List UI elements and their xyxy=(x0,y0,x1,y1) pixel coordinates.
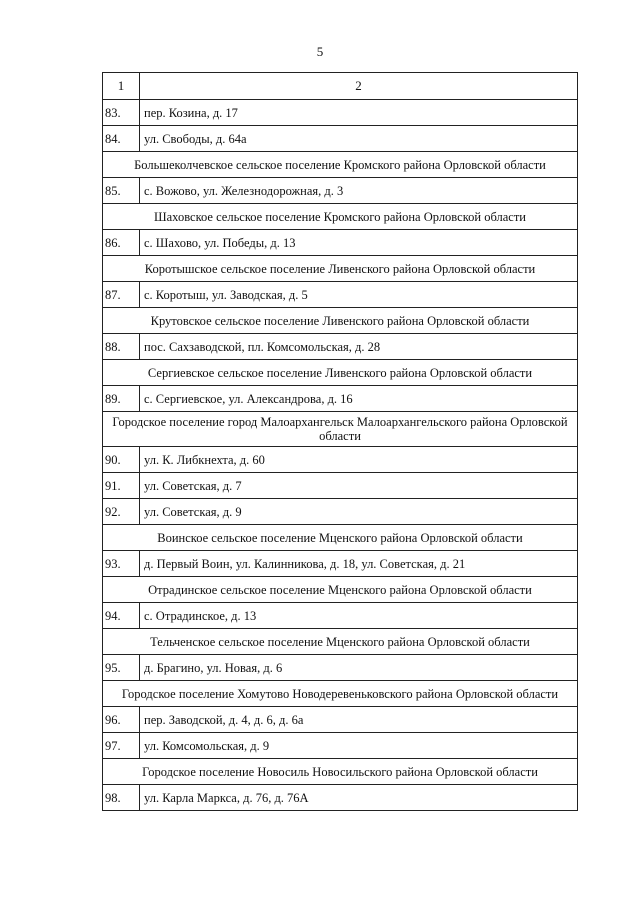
section-header-row xyxy=(103,152,578,178)
section-header-row xyxy=(103,412,578,447)
row-number: 87. xyxy=(103,282,140,308)
row-number: 85. xyxy=(103,178,140,204)
address-table xyxy=(102,72,578,811)
table-row xyxy=(103,282,578,308)
row-number: 98. xyxy=(103,785,140,811)
row-address: пос. Сахзаводской, пл. Комсомольская, д. 28 xyxy=(140,334,578,360)
section-header-row xyxy=(103,759,578,785)
section-header-row xyxy=(103,525,578,551)
table-row xyxy=(103,230,578,256)
table-row xyxy=(103,551,578,577)
row-number: 90. xyxy=(103,447,140,473)
section-header-row xyxy=(103,577,578,603)
row-number: 91. xyxy=(103,473,140,499)
column-header-1: 1 xyxy=(103,73,140,100)
section-title: Воинское сельское поселение Мценского района Орловской области xyxy=(103,525,578,551)
row-address: пер. Козина, д. 17 xyxy=(140,100,578,126)
section-title: Городское поселение город Малоархангельск Малоархангельского района Орловской области xyxy=(103,412,578,447)
row-number: 92. xyxy=(103,499,140,525)
table-row xyxy=(103,707,578,733)
row-number: 88. xyxy=(103,334,140,360)
row-address: с. Отрадинское, д. 13 xyxy=(140,603,578,629)
row-number: 86. xyxy=(103,230,140,256)
section-header-row xyxy=(103,629,578,655)
row-address: с. Шахово, ул. Победы, д. 13 xyxy=(140,230,578,256)
row-address: ул. Свободы, д. 64а xyxy=(140,126,578,152)
row-number: 93. xyxy=(103,551,140,577)
row-address: ул. Карла Маркса, д. 76, д. 76А xyxy=(140,785,578,811)
row-address: ул. Советская, д. 7 xyxy=(140,473,578,499)
section-header-row xyxy=(103,360,578,386)
row-number: 94. xyxy=(103,603,140,629)
row-address: д. Первый Воин, ул. Калинникова, д. 18, ул. Советская, д. 21 xyxy=(140,551,578,577)
table-row xyxy=(103,785,578,811)
row-number: 97. xyxy=(103,733,140,759)
table-row xyxy=(103,334,578,360)
table-row xyxy=(103,655,578,681)
table-row xyxy=(103,733,578,759)
row-address: с. Сергиевское, ул. Александрова, д. 16 xyxy=(140,386,578,412)
table-row xyxy=(103,603,578,629)
table-header-row xyxy=(103,73,578,100)
row-address: ул. Советская, д. 9 xyxy=(140,499,578,525)
column-header-2: 2 xyxy=(140,73,578,100)
section-title: Тельченское сельское поселение Мценского района Орловской области xyxy=(103,629,578,655)
row-number: 83. xyxy=(103,100,140,126)
section-title: Коротышское сельское поселение Ливенского района Орловской области xyxy=(103,256,578,282)
section-header-row xyxy=(103,256,578,282)
row-number: 95. xyxy=(103,655,140,681)
section-title: Большеколчевское сельское поселение Кромского района Орловской области xyxy=(103,152,578,178)
row-address: ул. К. Либкнехта, д. 60 xyxy=(140,447,578,473)
table-row xyxy=(103,473,578,499)
section-title: Сергиевское сельское поселение Ливенского района Орловской области xyxy=(103,360,578,386)
table-row xyxy=(103,447,578,473)
row-number: 89. xyxy=(103,386,140,412)
table-row xyxy=(103,499,578,525)
section-title: Отрадинское сельское поселение Мценского района Орловской области xyxy=(103,577,578,603)
page-number: 5 xyxy=(316,44,324,59)
row-address: пер. Заводской, д. 4, д. 6, д. 6а xyxy=(140,707,578,733)
section-header-row xyxy=(103,308,578,334)
row-address: с. Коротыш, ул. Заводская, д. 5 xyxy=(140,282,578,308)
section-header-row xyxy=(103,681,578,707)
section-title: Городское поселение Хомутово Новодеревеньковского района Орловской области xyxy=(103,681,578,707)
table-row xyxy=(103,126,578,152)
row-address: с. Вожово, ул. Железнодорожная, д. 3 xyxy=(140,178,578,204)
address-table-body xyxy=(103,73,578,811)
table-row xyxy=(103,178,578,204)
row-address: д. Брагино, ул. Новая, д. 6 xyxy=(140,655,578,681)
row-number: 96. xyxy=(103,707,140,733)
table-row xyxy=(103,386,578,412)
section-header-row xyxy=(103,204,578,230)
row-number: 84. xyxy=(103,126,140,152)
section-title: Шаховское сельское поселение Кромского района Орловской области xyxy=(103,204,578,230)
section-title: Городское поселение Новосиль Новосильского района Орловской области xyxy=(103,759,578,785)
section-title: Крутовское сельское поселение Ливенского района Орловской области xyxy=(103,308,578,334)
row-address: ул. Комсомольская, д. 9 xyxy=(140,733,578,759)
table-row xyxy=(103,100,578,126)
